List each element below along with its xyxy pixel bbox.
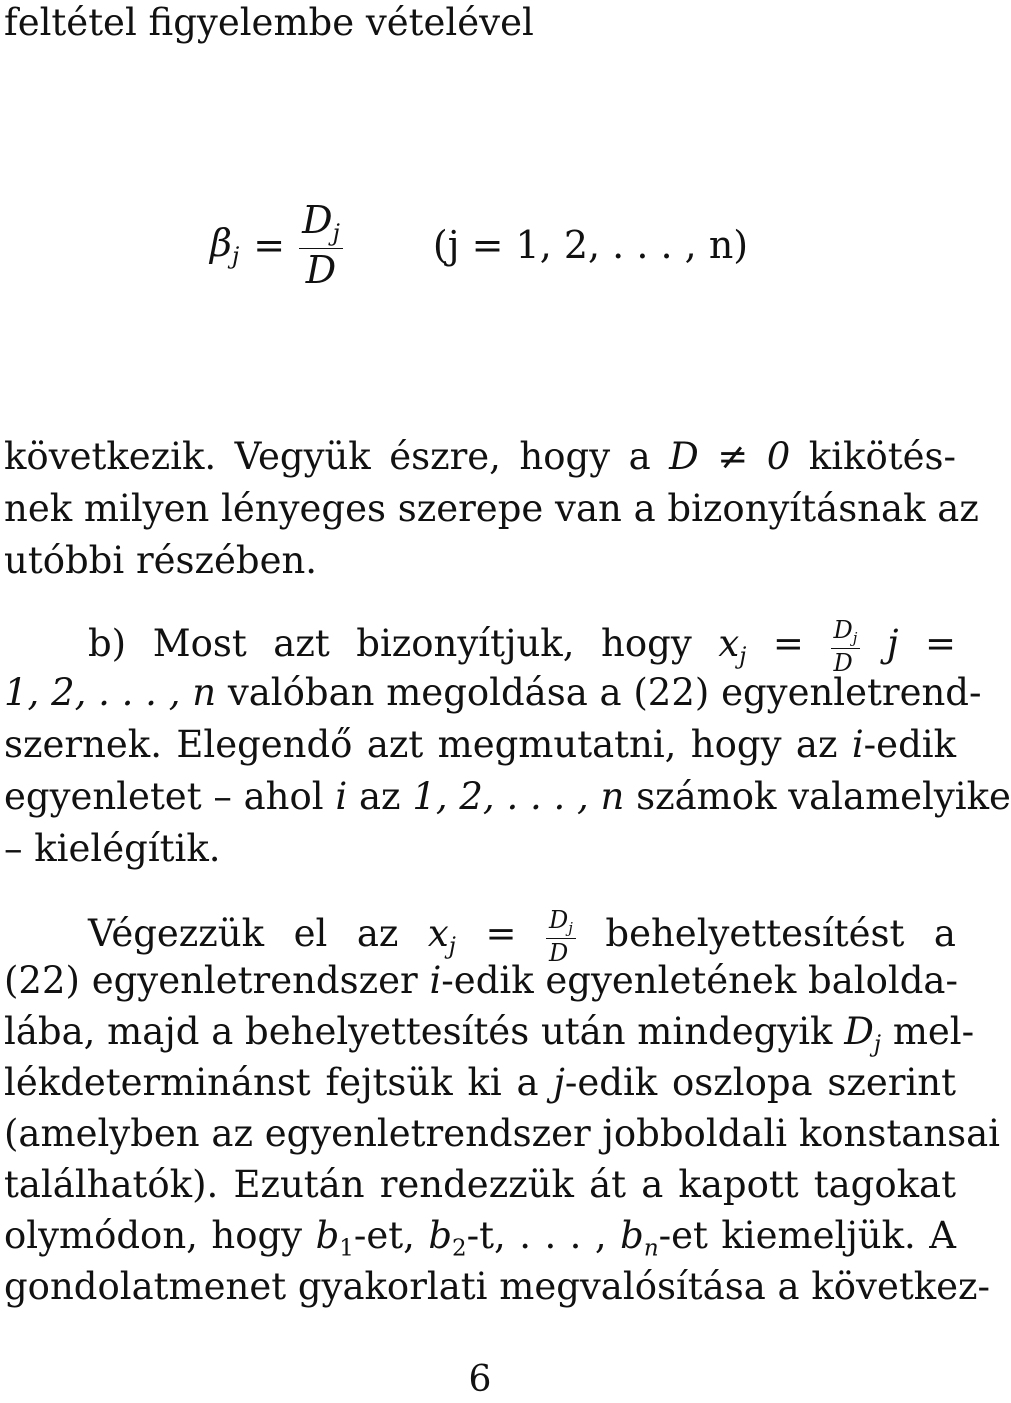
index-range: (j = 1, 2, . . . , n) [432, 223, 749, 267]
text-line-15: találhatók). Ezután rendezzük át a kapott tagokat [4, 1163, 956, 1206]
text-line-14: (amelyben az egyenletrendszer jobboldali konstansai [4, 1112, 1000, 1155]
text-line-11: (22) egyenletrendszer i-edik egyenletének balolda- [4, 959, 958, 1002]
text-line-5: b) Most azt bizonyítjuk, hogy $x_j$ = $\frac{D_j}{D}$ j = [88, 616, 956, 677]
text-line-13: lékdeterminánst fejtsük ki a j-edik oszlopa szerint [4, 1061, 956, 1104]
text-line-1: feltétel figyelembe vételével [4, 1, 534, 44]
text-line-8: egyenletet – ahol i az 1, 2, . . . , n számok valamelyike [4, 775, 1011, 818]
text-line-6: 1, 2, . . . , n valóban megoldása a (22) egyenletrend- [4, 671, 982, 714]
text-line-16: olymódon, hogy $b_1-et$, $b_2-t$, . . . , $b_n-et$ kiemeljük. A [4, 1214, 956, 1262]
text-line-7: szernek. Elegendő azt megmutatni, hogy az i-edik [4, 723, 957, 766]
text-line-17: gondolatmenet gyakorlati megvalósítása a következ- [4, 1265, 991, 1308]
text-line-4: utóbbi részében. [4, 539, 318, 582]
text-line-9: – kielégítik. [4, 827, 221, 870]
page-number: 6 [468, 1359, 492, 1400]
display-equation-beta: $\beta_j$ = $\frac{D_j}{D}$ (j = 1, 2, . . . , n) [210, 198, 749, 292]
text-line-3: nek milyen lényeges szerepe van a bizonyításnak az [4, 487, 979, 530]
text-line-2: következik. Vegyük észre, hogy a D ≠ 0 kikötés- [4, 435, 956, 478]
text-line-12: lába, majd a behelyettesítés után mindegyik $D_j$ mel- [4, 1010, 975, 1058]
text-line-10: Végezzük el az $x_j$ = $\frac{D_j}{D}$ behelyettesítést a [88, 906, 956, 967]
fraction-dj-over-d: $\frac{D_j}{D}$ [299, 201, 343, 288]
